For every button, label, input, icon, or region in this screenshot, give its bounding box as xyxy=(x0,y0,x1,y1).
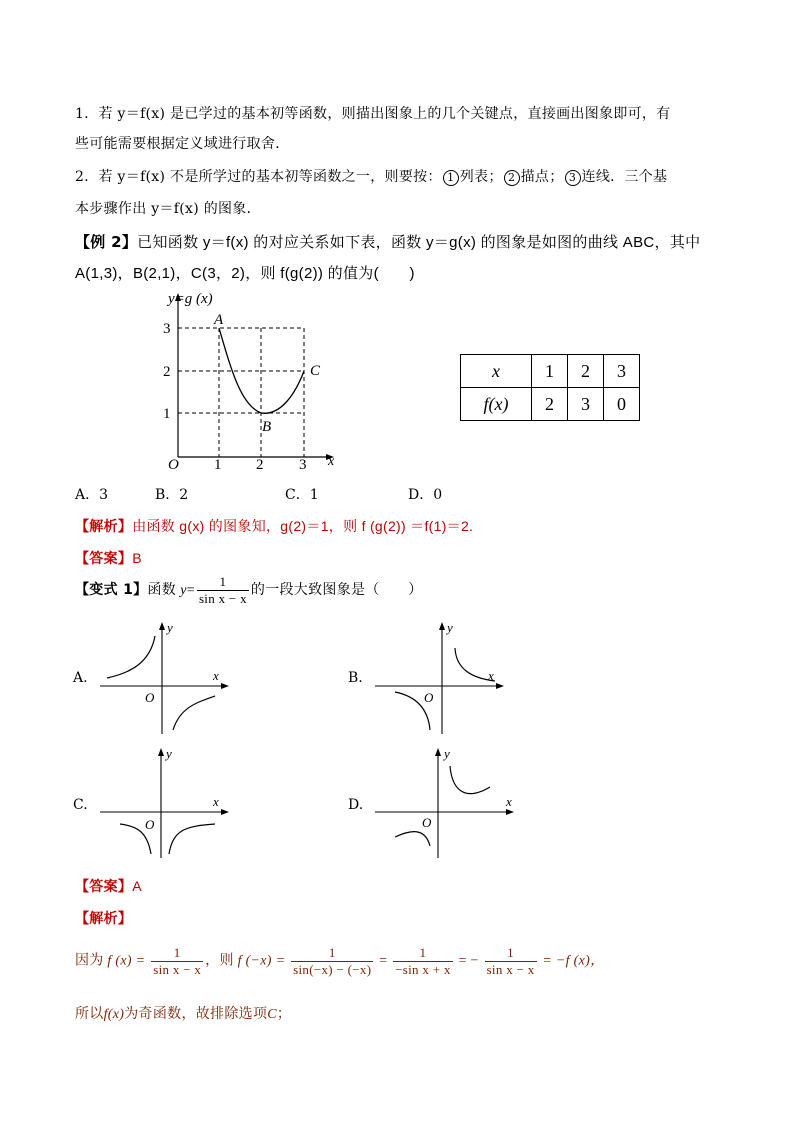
table-cell: 2 xyxy=(532,388,568,421)
a-curve-left xyxy=(107,636,155,678)
y-tick-3: 3 xyxy=(163,321,171,337)
conclusion-a: 所以 xyxy=(75,1005,104,1021)
a-x-arrow xyxy=(221,683,229,689)
table-row-x xyxy=(461,355,640,388)
choice-a: A．3 xyxy=(75,487,109,503)
option-b-graph xyxy=(370,618,510,738)
option-c-graph xyxy=(95,742,235,862)
example-line-2: A(1,3)，B(2,1)，C(3，2)，则 f(g(2)) 的值为( ) xyxy=(75,265,415,282)
derive-n1: 1 xyxy=(151,945,203,962)
x-axis-label: x xyxy=(328,454,335,469)
option-d-label: D. xyxy=(348,797,364,813)
answer-2-tag: 【答案】 xyxy=(75,879,133,895)
derive-frac-4 xyxy=(485,945,537,978)
derive-d3: −sin x + x xyxy=(395,962,451,977)
b-origin: O xyxy=(424,690,434,705)
derive-d1: sin x − x xyxy=(153,962,202,977)
x-tick-2: 2 xyxy=(256,457,264,473)
conclusion-fx: f(x) xyxy=(103,1007,125,1022)
table-header-fx: f(x) xyxy=(461,388,532,421)
d-origin: O xyxy=(422,815,432,830)
d-y-arrow xyxy=(435,748,441,756)
d-x-label: x xyxy=(506,794,512,809)
graph-g xyxy=(150,285,350,475)
derive-pre: 因为 xyxy=(75,951,104,968)
choice-d: D．0 xyxy=(408,487,443,503)
choice-b: B．2 xyxy=(155,487,189,503)
derive-n4: 1 xyxy=(485,945,537,962)
c-origin: O xyxy=(145,817,155,832)
answer-2-value: A xyxy=(132,878,142,894)
table-row-fx xyxy=(461,388,640,421)
c-y-arrow xyxy=(158,748,164,756)
point-a-label: A xyxy=(214,312,224,328)
c-y-label: y xyxy=(166,746,172,761)
variant-1-post: 的一段大致图象是（ ） xyxy=(250,581,423,598)
conclusion-b: 为奇函数，故排除选项 xyxy=(124,1005,268,1021)
table-cell: 0 xyxy=(604,388,640,421)
a-origin: O xyxy=(145,690,155,705)
option-a-graph xyxy=(95,618,235,738)
x-tick-1: 1 xyxy=(214,457,222,473)
note-2-line-1 xyxy=(75,166,667,186)
c-curve-right xyxy=(169,824,215,854)
example-line-1 xyxy=(75,231,700,252)
variant-fraction xyxy=(197,574,249,607)
option-b-label: B. xyxy=(348,670,363,686)
d-curve-left xyxy=(395,832,430,846)
graph-y-label: y=g (x) xyxy=(168,291,213,307)
variant-y: y xyxy=(180,583,187,599)
choice-c: C．1 xyxy=(285,487,319,503)
option-a-label: A. xyxy=(73,670,88,686)
step-2-circle: 2 xyxy=(504,170,520,186)
derive-mid: ，则 xyxy=(205,951,234,968)
table-cell: 1 xyxy=(532,355,568,388)
example-tag: 【例 2】 xyxy=(75,233,138,251)
variant-1-line xyxy=(75,574,423,607)
variant-1-pre: 函数 xyxy=(147,581,177,598)
derive-frac-1 xyxy=(151,945,203,978)
d-curve-right xyxy=(450,766,490,794)
a-curve-right xyxy=(173,696,215,730)
solution-1-tag: 【解析】 xyxy=(75,519,133,535)
step-3-circle: 3 xyxy=(565,170,581,186)
x-tick-3: 3 xyxy=(299,457,307,473)
derive-eq2: = − xyxy=(458,953,479,969)
table-cell: 2 xyxy=(568,355,604,388)
conclusion-d: ； xyxy=(276,1005,292,1021)
option-d-graph xyxy=(370,742,520,862)
table-cell: 3 xyxy=(604,355,640,388)
derive-n2: 1 xyxy=(291,945,373,962)
origin-label: O xyxy=(168,457,179,473)
option-c-label: C. xyxy=(73,797,88,813)
derive-frac-3 xyxy=(393,945,453,978)
variant-1-tag: 【变式 1】 xyxy=(75,582,148,599)
solution-2-tag: 【解析】 xyxy=(75,911,133,927)
b-x-label: x xyxy=(488,668,494,683)
derive-frac-2 xyxy=(291,945,373,978)
step-3-text: 连线．三个基 xyxy=(581,169,668,185)
answer-1-value: B xyxy=(132,550,142,566)
solution-1-text-a: 由函数 g(x) 的图象知， xyxy=(132,518,281,534)
table-header-x: x xyxy=(461,355,532,388)
solution-2-header xyxy=(75,908,132,928)
table-cell: 3 xyxy=(568,388,604,421)
solution-1-text-b: g(2)＝1，则 f (g(2)) ＝f(1)＝2. xyxy=(280,518,474,534)
point-c-label: C xyxy=(310,363,321,379)
conclusion-c: C xyxy=(267,1007,277,1022)
d-x-arrow xyxy=(506,809,514,815)
b-y-arrow xyxy=(439,622,445,630)
note-1-line-1: 1．若 y＝f(x) 是已学过的基本初等函数，则描出图象上的几个关键点，直接画出图象即可，有 xyxy=(75,106,671,122)
step-2-text: 描点； xyxy=(520,169,564,185)
c-x-label: x xyxy=(213,794,219,809)
answer-1-tag: 【答案】 xyxy=(75,551,133,567)
derive-n3: 1 xyxy=(393,945,453,962)
note-2-prefix: 2．若 y＝f(x) 不是所学过的基本初等函数之一，则要按： xyxy=(75,169,442,185)
solution-1 xyxy=(75,516,473,536)
conclusion-line xyxy=(75,1003,291,1023)
variant-eq: = xyxy=(186,583,195,599)
answer-2 xyxy=(75,876,142,896)
derivation-line xyxy=(75,945,604,978)
a-y-label: y xyxy=(167,620,173,635)
derive-f2: f (−x) = xyxy=(237,953,286,969)
answer-1 xyxy=(75,548,142,568)
a-x-label: x xyxy=(213,668,219,683)
y-tick-2: 2 xyxy=(163,364,171,380)
b-x-arrow xyxy=(496,683,504,689)
point-b-label: B xyxy=(262,419,272,435)
derive-eq: = xyxy=(379,953,388,969)
a-y-arrow xyxy=(159,622,165,630)
c-x-arrow xyxy=(221,809,229,815)
derive-tail: = −f (x)， xyxy=(542,953,605,969)
y-tick-1: 1 xyxy=(163,406,171,422)
b-y-label: y xyxy=(447,620,453,635)
derive-d2: sin(−x) − (−x) xyxy=(293,962,372,977)
function-table xyxy=(460,354,640,421)
note-1-line-2: 些可能需要根据定义域进行取舍． xyxy=(75,136,290,152)
d-y-label: y xyxy=(444,746,450,761)
step-1-circle: 1 xyxy=(443,170,459,186)
variant-num: 1 xyxy=(197,574,249,591)
step-1-text: 列表； xyxy=(459,169,503,185)
variant-den: sin x − x xyxy=(198,591,247,606)
derive-d4: sin x − x xyxy=(486,962,535,977)
note-2-line-2: 本步骤作出 y＝f(x) 的图象． xyxy=(75,201,261,217)
example-text-1: 已知函数 y＝f(x) 的对应关系如下表，函数 y＝g(x) 的图象是如图的曲线 ABC，其中 xyxy=(137,234,701,251)
derive-f1: f (x) = xyxy=(107,953,146,969)
